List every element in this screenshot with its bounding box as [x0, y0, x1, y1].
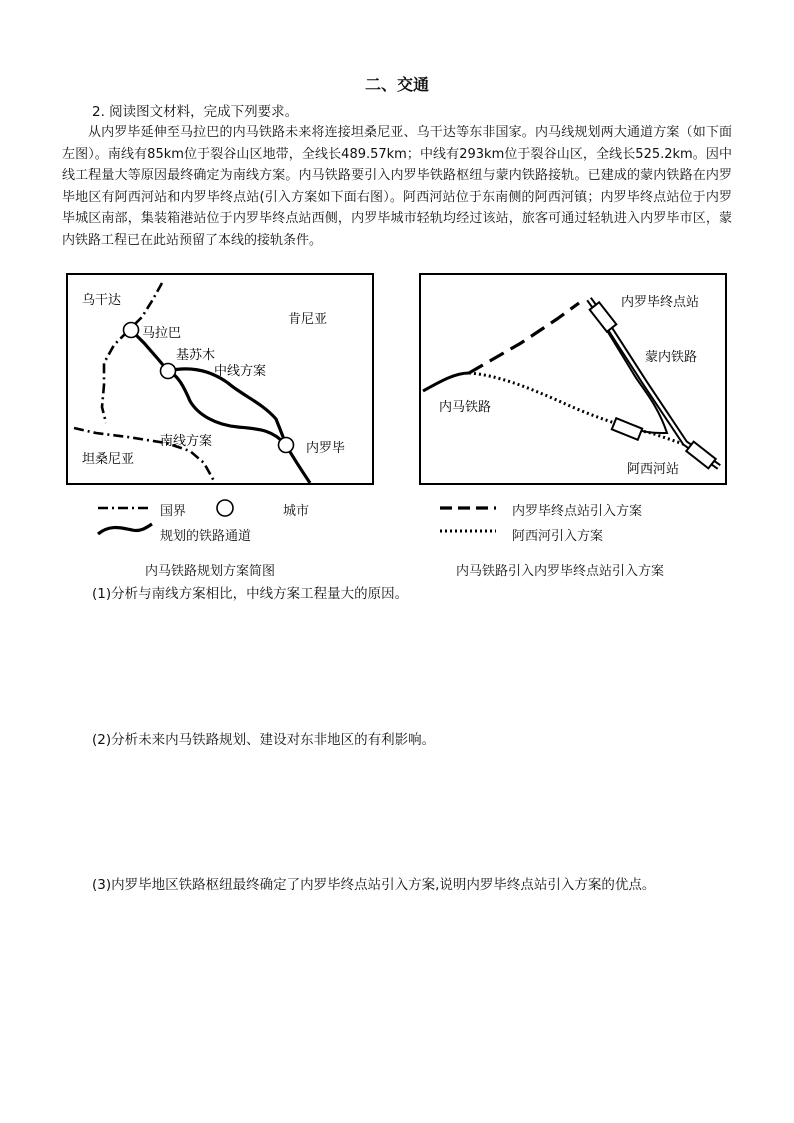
city-malaba	[124, 323, 139, 338]
label-nairobi-malaba-railway: 内马铁路	[439, 400, 492, 415]
city-kisumu	[161, 364, 176, 379]
legend-planned-railway: 规划的铁路通道	[160, 529, 252, 544]
label-mombasa-nairobi-railway: 蒙内铁路	[645, 350, 698, 365]
label-nairobi: 内罗毕	[306, 441, 346, 456]
label-kenya: 肯尼亚	[288, 312, 328, 327]
left-map	[66, 273, 374, 485]
right-map-caption: 内马铁路引入内罗毕终点站引入方案	[456, 564, 665, 579]
label-uganda: 乌干达	[82, 293, 122, 308]
label-malaba: 马拉巴	[142, 326, 182, 341]
legend-border: 国界	[160, 504, 187, 519]
section-title: 二、交通	[364, 75, 429, 94]
left-map-caption: 内马铁路规划方案简图	[145, 564, 276, 579]
label-nairobi-terminal: 内罗毕终点站	[621, 295, 700, 310]
material-paragraph: 从内罗毕延伸至马拉巴的内马铁路未来将连接坦桑尼亚、乌干达等东非国家。内马线规划两大通道方案（如下面左图）。南线有85km位于裂谷山区地带，全线长489.57km；中线有293km位于裂谷山区，全线长525.2km。因中线工程量大等原因最终确定为南线方案。内马铁路要引入内罗毕铁路枢纽与蒙内铁路接轨。已建成的蒙内铁路在内罗毕地区有阿西河站和内罗毕终点站(引入方案如下面右图）。阿西河站位于东南侧的阿西河镇；内罗毕终点站位于内罗毕城区南部，集装箱港站位于内罗毕终点站西侧，内罗毕城市轻轨均经过该站，旅客可通过轻轨进入内罗毕市区，蒙内铁路工程已在此站预留了本线的接轨条件。	[62, 125, 732, 248]
legend-terminal-scheme: 内罗毕终点站引入方案	[512, 504, 643, 519]
question-3: (3)内罗毕地区铁路枢纽最终确定了内罗毕终点站引入方案,说明内罗毕终点站引入方案的优点。	[92, 877, 656, 893]
city-nairobi	[279, 438, 294, 453]
right-map	[419, 273, 727, 485]
legend-athi-scheme: 阿西河引入方案	[512, 529, 604, 544]
question-intro: 2. 阅读图文材料，完成下列要求。	[92, 104, 299, 120]
legend-railway-symbol	[98, 524, 152, 534]
label-athi-river-station: 阿西河站	[627, 462, 680, 477]
label-kisumu: 基苏木	[176, 348, 216, 363]
legend-right-symbols	[438, 498, 498, 538]
legend-city: 城市	[283, 504, 310, 519]
legend-city-symbol	[217, 500, 233, 516]
question-1: (1)分析与南线方案相比，中线方案工程量大的原因。	[92, 586, 409, 602]
label-middle-route: 中线方案	[214, 364, 267, 379]
question-2: (2)分析未来内马铁路规划、建设对东非地区的有利影响。	[92, 732, 436, 748]
label-south-route: 南线方案	[160, 434, 213, 449]
label-tanzania: 坦桑尼亚	[82, 452, 135, 467]
